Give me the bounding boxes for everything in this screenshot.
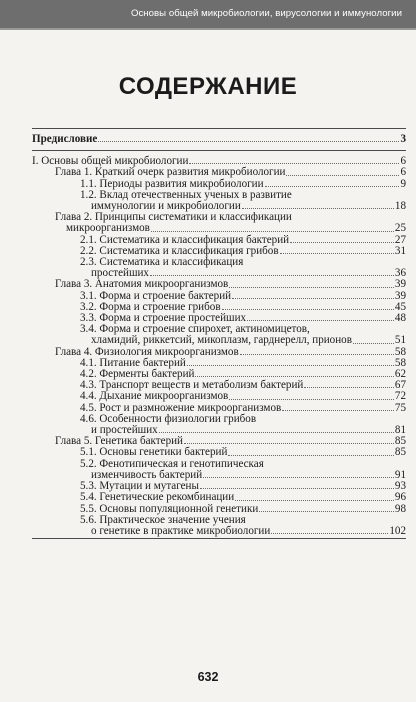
dot-leader: [200, 488, 394, 489]
page-number: 632: [197, 670, 219, 684]
toc-entry-title: 1.2. Вклад отечественных ученых в развитие: [80, 188, 292, 201]
toc-entry-title: 4.4. Дыхание микроорганизмов: [80, 390, 229, 403]
toc-entry[interactable]: [32, 492, 406, 503]
toc-entry-page: 3: [400, 133, 406, 145]
toc-entry-title: 4.5. Рост и размножение микроорганизмов: [80, 401, 282, 414]
toc-entry[interactable]: [32, 167, 406, 178]
dot-leader: [229, 399, 394, 400]
toc-entry-title: 2.1. Систематика и классификация бактерий: [80, 233, 290, 246]
toc-entry-title: микроорганизмов: [66, 222, 150, 235]
toc-entry-page: 102: [389, 524, 406, 537]
toc-entry-title: Глава 1. Краткий очерк развития микробиологии: [55, 166, 286, 179]
toc-entry[interactable]: [32, 212, 406, 234]
toc-entry-page: 27: [394, 233, 406, 246]
toc-entry[interactable]: [32, 279, 406, 290]
dot-leader: [290, 242, 394, 243]
toc-entry-page: 67: [394, 379, 406, 392]
toc-entry-title: простейших: [91, 267, 149, 280]
dot-leader: [159, 432, 394, 433]
toc-entry-title: 3.1. Форма и строение бактерий: [80, 289, 232, 302]
toc-entry-page: 91: [394, 468, 406, 481]
dot-leader: [150, 275, 394, 276]
toc-entry-page: 51: [394, 334, 406, 347]
toc-entry-page: 6: [400, 166, 406, 179]
toc-entry-title: Глава 3. Анатомия микроорганизмов: [55, 278, 229, 291]
toc-entry[interactable]: [32, 391, 406, 402]
dot-leader: [247, 320, 394, 321]
toc-entry-line: [32, 134, 406, 145]
dot-leader: [151, 231, 394, 232]
toc-entry-title: 5.5. Основы популяционной генетики: [80, 502, 259, 515]
toc-entry-title: 4.6. Особенности физиологии грибов: [80, 412, 257, 425]
toc-entry[interactable]: [32, 257, 406, 279]
toc-entry-page: 48: [394, 312, 406, 325]
toc-entry-page: 96: [394, 491, 406, 504]
running-header-rule: [0, 28, 416, 30]
toc-entry-title: I. Основы общей микробиологии: [32, 155, 189, 168]
toc-entry-title: 5.6. Практическое значение учения: [80, 513, 246, 526]
dot-leader: [229, 287, 394, 288]
toc-entry-page: 75: [394, 401, 406, 414]
toc-entry-line: [80, 335, 406, 346]
toc-entry-title: Глава 4. Физиология микроорганизмов: [55, 345, 239, 358]
toc-entry-page: 85: [394, 446, 406, 459]
toc-entry-line: [80, 526, 406, 537]
toc-entry-page: 36: [394, 267, 406, 280]
toc-entry-page: 58: [394, 356, 406, 369]
toc-entry-line: [55, 279, 406, 290]
toc-entry-line: [55, 167, 406, 178]
dot-leader: [203, 477, 394, 478]
toc-entry-page: 98: [394, 502, 406, 515]
dot-leader: [222, 309, 394, 310]
dot-leader: [232, 298, 394, 299]
toc-entry[interactable]: [32, 190, 406, 212]
toc-entry-title: 4.2. Ферменты бактерий: [80, 368, 195, 381]
toc-entry[interactable]: [32, 459, 406, 481]
toc-entry-page: 25: [394, 222, 406, 235]
toc-entry-title: 3.2. Форма и строение грибов: [80, 300, 221, 313]
toc-entry-page: 62: [394, 368, 406, 381]
toc-entry-title: 3.3. Форма и строение простейших: [80, 312, 247, 325]
toc-entry-line: [80, 447, 406, 458]
dot-leader: [304, 387, 394, 388]
dot-leader: [228, 455, 394, 456]
toc-entry-line: [55, 223, 406, 234]
toc-entry[interactable]: [32, 447, 406, 458]
page-title: СОДЕРЖАНИЕ: [118, 73, 298, 100]
toc-entry-page: 85: [394, 435, 406, 448]
toc-entry-title: о генетике в практике микробиологии: [91, 524, 271, 537]
dot-leader: [195, 376, 393, 377]
table-of-contents: [32, 128, 406, 539]
toc-entry-title: Предисловие: [32, 133, 98, 145]
toc-entry-title: 3.4. Форма и строение спирохет, актиномицетов,: [80, 323, 310, 336]
dot-leader: [235, 500, 394, 501]
toc-entry[interactable]: [32, 324, 406, 346]
toc-entry-title: Глава 5. Генетика бактерий: [55, 435, 183, 448]
toc-entry-page: 39: [394, 289, 406, 302]
toc-entry-page: 6: [400, 155, 406, 168]
toc-entry-page: 31: [394, 244, 406, 257]
dot-leader: [265, 186, 400, 187]
dot-leader: [282, 410, 394, 411]
dot-leader: [353, 343, 394, 344]
toc-entry-line: [80, 492, 406, 503]
toc-entry-page: 39: [394, 278, 406, 291]
dot-leader: [259, 511, 394, 512]
toc-entry-title: 2.2. Систематика и классификация грибов: [80, 244, 279, 257]
dot-leader: [189, 163, 399, 164]
running-header-text: Основы общей микробиологии, вирусологии и иммунологии: [130, 8, 402, 19]
dot-leader: [240, 354, 394, 355]
toc-entry-page: 93: [394, 480, 406, 493]
dot-leader: [98, 141, 399, 142]
toc-entry-title: изменчивость бактерий: [91, 468, 203, 481]
toc-entry[interactable]: [32, 515, 406, 537]
toc-entry-title: 5.1. Основы генетики бактерий: [80, 446, 228, 459]
toc-entry-title: 4.3. Транспорт веществ и метаболизм бактерий: [80, 379, 304, 392]
toc-entry-page: 45: [394, 300, 406, 313]
toc-entry-title: 1.1. Периоды развития микробиологии: [80, 177, 264, 190]
dot-leader: [184, 443, 394, 444]
toc-entry-page: 72: [394, 390, 406, 403]
dot-leader: [242, 208, 394, 209]
toc-entry-page: 81: [394, 424, 406, 437]
toc-entry-title: 5.4. Генетические рекомбинации: [80, 491, 235, 504]
toc-entry[interactable]: [32, 414, 406, 436]
toc-entry-title: и простейших: [91, 424, 158, 437]
toc-entry-title: хламидий, риккетсий, микоплазм, гарднерелл, прионов: [91, 334, 352, 347]
dot-leader: [187, 365, 394, 366]
toc-entry-page: 9: [400, 177, 406, 190]
dot-leader: [280, 253, 394, 254]
toc-entry-title: иммунологии и микробиологии: [91, 200, 241, 213]
dot-leader: [286, 175, 399, 176]
running-header: [0, 0, 416, 30]
toc-entry-title: 2.3. Систематика и классификация: [80, 256, 244, 269]
separator-rule: [32, 538, 406, 539]
toc-entry-page: 18: [394, 200, 406, 213]
toc-entry-title: 5.3. Мутации и мутагены: [80, 480, 199, 493]
toc-entry-title: 4.1. Питание бактерий: [80, 356, 186, 369]
dot-leader: [271, 533, 388, 534]
toc-entry-page: 58: [394, 345, 406, 358]
toc-entry-line: [80, 391, 406, 402]
toc-entry-title: 5.2. Фенотипическая и генотипическая: [80, 457, 264, 470]
toc-entry-title: Глава 2. Принципы систематики и классификации: [55, 211, 292, 224]
toc-entry[interactable]: [32, 134, 406, 145]
